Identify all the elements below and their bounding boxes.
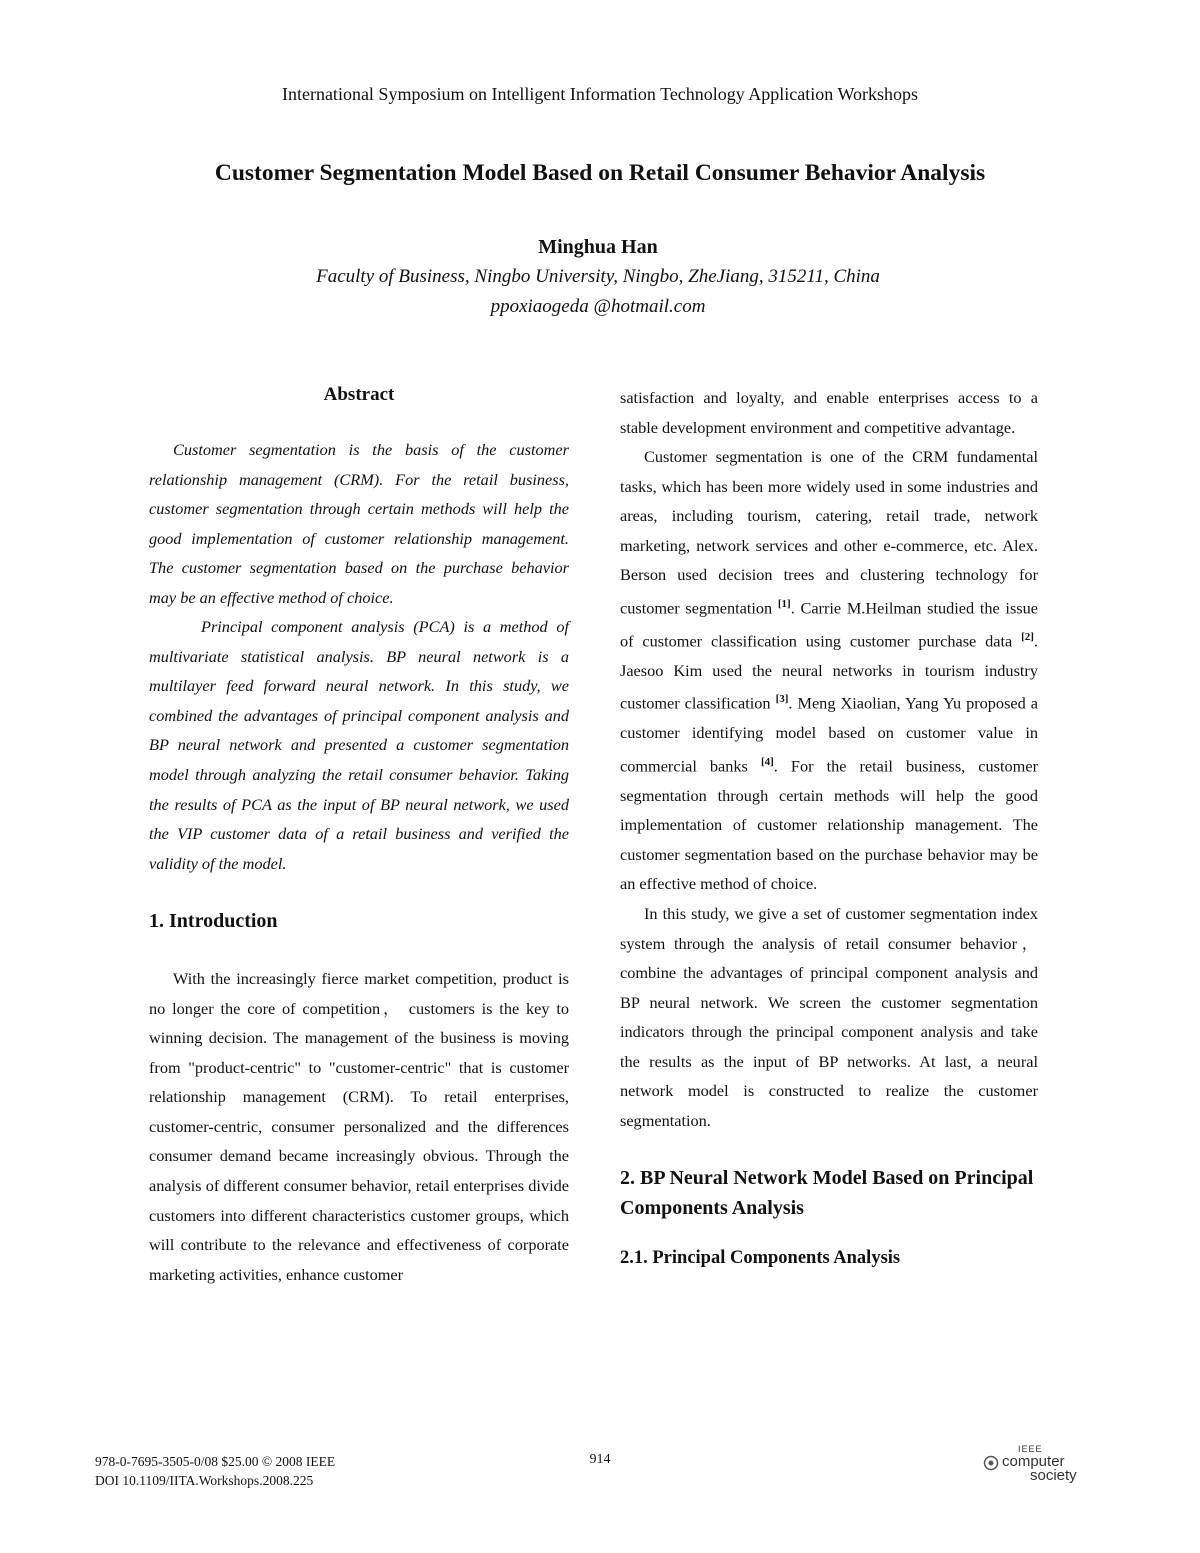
section-2-heading: 2. BP Neural Network Model Based on Principal Components Analysis	[620, 1167, 1034, 1220]
logo-computer-text: computer	[1002, 1453, 1065, 1470]
right-column	[620, 383, 1038, 1273]
ieee-computer-society-logo	[978, 1444, 1088, 1484]
intro-paragraph-2	[620, 442, 1038, 899]
left-column	[149, 380, 569, 1289]
citation-ref-3: [3]	[775, 693, 789, 706]
intro-paragraph-3: In this study, we give a set of customer segmentation index system through the analysis of retail consumer behavior， combine the advantages of principal component analysis and BP neural network. We screen the customer segmentation indicators through the principal component analysis and take the results as the input of BP networks. At last, a neural network model is constructed to realize the customer segmentation.	[620, 903, 1038, 1130]
author-name: Minghua Han	[538, 236, 658, 258]
introduction-heading: 1. Introduction	[149, 910, 278, 933]
intro-paragraph-1: With the increasingly fierce market competition, product is no longer the core of competition， customers is the key to winning decision. The management of the business is moving from "product-centric" to "customer-centric" that is customer relationship management (CRM). To retail enterprises, customer-centric, consumer personalized and the differences consumer demand became increasingly obvious. Through the analysis of different consumer behavior, retail enterprises divide customers into different characteristics customer groups, which will contribute to the relevance and effectiveness of corporate marketing activities, enhance customer	[149, 969, 569, 1284]
intro-p2-text-e: . For the retail business, customer segmentation through certain methods will help the good implementation of customer relationship management. The customer segmentation based on the purchase behavior may be an effective method of choice.	[620, 756, 1038, 894]
intro-p2-text-c: . Jaesoo Kim used the neural networks in tourism industry customer classification	[620, 631, 1038, 713]
citation-ref-1: [1]	[777, 597, 791, 610]
paper-title: Customer Segmentation Model Based on Retail Consumer Behavior Analysis	[214, 160, 986, 186]
intro-paragraph-1-continued: satisfaction and loyalty, and enable enterprises access to a stable development environment and competitive advantage.	[620, 388, 1038, 437]
citation-ref-4: [4]	[760, 755, 774, 768]
abstract-paragraph-2: Principal component analysis (PCA) is a method of multivariate statistical analysis. BP neural network is a multilayer feed forward neural network. In this study, we combined the advantages of principal component analysis and BP neural network and presented a customer segmentation model through analyzing the retail consumer behavior. Taking the results of PCA as the input of BP neural network, we used the VIP customer data of a retail business and verified the validity of the model.	[149, 617, 569, 873]
citation-ref-2: [2]	[1021, 630, 1034, 643]
logo-society-text: society	[1030, 1467, 1077, 1484]
abstract-paragraph-1: Customer segmentation is the basis of the customer relationship management (CRM). For the retail business, customer segmentation through certain methods will help the good implementation of customer relationship management. The customer segmentation based on the purchase behavior may be an effective method of choice.	[149, 440, 569, 607]
intro-p2-text-a: Customer segmentation is one of the CRM fundamental tasks, which has been more widely used in some industries and areas, including tourism, catering, retail trade, network marketing, network services and other e-commerce, etc. Alex. Berson used decision trees and clustering technology for customer segmentation	[620, 447, 1038, 618]
footer-isbn: 978-0-7695-3505-0/08 $25.00 © 2008 IEEE	[95, 1454, 336, 1469]
intro-p2-text-d: . Meng Xiaolian, Yang Yu proposed a customer identifying model based on customer value in commercial banks	[620, 693, 1039, 776]
abstract-body	[149, 435, 569, 878]
footer-doi: DOI 10.1109/IITA.Workshops.2008.225	[95, 1473, 314, 1488]
page-number: 914	[589, 1452, 611, 1467]
section-2-1-heading: 2.1. Principal Components Analysis	[620, 1248, 901, 1269]
intro-p2-text-b: . Carrie M.Heilman studied the issue of customer classification using customer purchase data	[620, 598, 1038, 651]
author-affiliation: Faculty of Business, Ningbo University, Ningbo, ZheJiang, 315211, China	[316, 266, 880, 287]
author-email: ppoxiaogeda @hotmail.com	[490, 296, 706, 317]
ieee-logo-mark-icon	[982, 1455, 1000, 1471]
conference-header: International Symposium on Intelligent Information Technology Application Workshops	[281, 84, 919, 104]
logo-ieee-text: IEEE	[1018, 1444, 1043, 1454]
abstract-heading: Abstract	[323, 384, 395, 405]
